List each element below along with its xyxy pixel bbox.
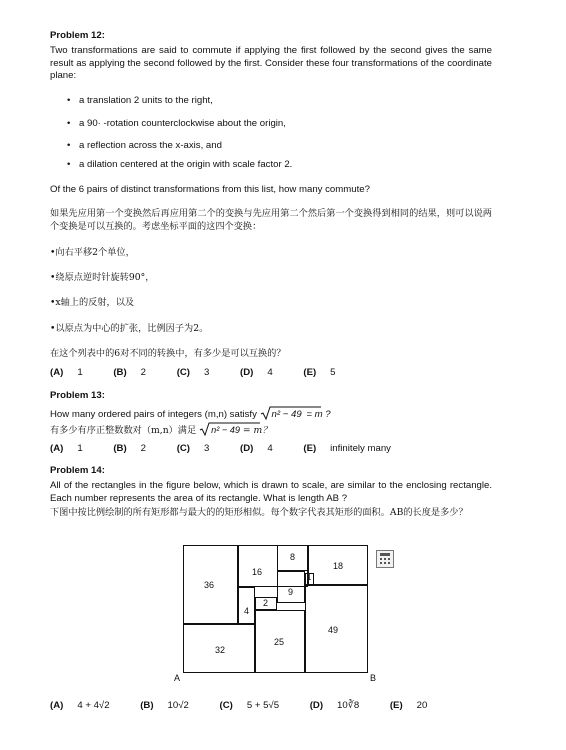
area-label: 25 bbox=[274, 637, 285, 647]
question-text: How many ordered pairs of integers (m,n) satisfy bbox=[50, 409, 257, 420]
area-label: 2 bbox=[263, 598, 269, 608]
problem-14-text: All of the rectangles in the figure below, which is drawn to scale, are similar to the enclosing rectangle. Each number represents the area of its rectangle. What is length AB ? bbox=[50, 480, 492, 504]
choice-a: (A) 1 bbox=[50, 443, 83, 454]
equals-m: = m ? bbox=[306, 409, 331, 420]
bullet-item: • a reflection across the x-axis, and bbox=[67, 140, 222, 151]
equals-m: = m？ bbox=[242, 425, 272, 436]
choice-b: (B) 10√2 bbox=[140, 700, 189, 711]
cn-bullet: •以原点为中心的扩张，比例因子为2。 bbox=[50, 323, 209, 334]
bullet-item: • a dilation centered at the origin with scale factor 2. bbox=[67, 159, 293, 170]
cn-bullet: •绕原点逆时针旋转90°， bbox=[50, 272, 155, 283]
problem-12-cn-question: 在这个列表中的6对不同的转换中，有多少是可以互换的？ bbox=[50, 348, 286, 359]
choice-d: (D) 4 bbox=[240, 443, 273, 454]
sqrt-expression bbox=[199, 422, 240, 436]
choice-d: (D) 4 bbox=[240, 367, 273, 378]
bullet-text: a 90· -rotation counterclockwise about the origin, bbox=[79, 118, 286, 129]
bullet-text: a dilation centered at the origin with scale factor 2. bbox=[79, 159, 293, 170]
area-label: 9 bbox=[288, 587, 294, 597]
heading-colon: : bbox=[101, 390, 105, 401]
area-label: 32 bbox=[215, 645, 226, 655]
problem-13-question bbox=[50, 406, 331, 420]
cn-bullet: •x轴上的反射，以及 bbox=[50, 297, 135, 308]
area-label: 1 bbox=[307, 573, 312, 582]
area-label: 36 bbox=[204, 580, 215, 590]
problem-12-heading bbox=[50, 30, 105, 41]
problem-13-cn-question bbox=[50, 422, 271, 436]
choice-a: (A) 4 + 4√2 bbox=[50, 700, 110, 711]
cn-question-text: 有多少有序正整数数对（m,n）满足 bbox=[50, 425, 197, 436]
choice-d: (D) 10∛8 bbox=[309, 700, 360, 711]
problem-13-choices bbox=[50, 443, 419, 454]
problem-14-heading bbox=[50, 465, 105, 476]
radicand: n² − 49 bbox=[211, 425, 240, 435]
heading-text: Problem 12 bbox=[50, 30, 102, 41]
choice-c: (C) 3 bbox=[176, 443, 210, 454]
problem-14-choices bbox=[50, 700, 455, 711]
problem-12-intro: Two transformations are said to commute if applying the first followed by the second gives the same result as applying the second followed by the first. Consider these four transformations of the coordinate plane: bbox=[50, 45, 492, 82]
problem-13-heading bbox=[50, 390, 105, 401]
heading-colon: : bbox=[101, 465, 105, 476]
bullet-text: a reflection across the x-axis, and bbox=[79, 140, 222, 151]
calculator-icon[interactable] bbox=[376, 550, 394, 568]
heading-text: Problem 14 bbox=[50, 465, 102, 476]
choice-c: (C) 3 bbox=[176, 367, 210, 378]
choice-b: (B) 2 bbox=[113, 443, 147, 454]
choice-b: (B) 2 bbox=[113, 367, 147, 378]
area-label: 16 bbox=[252, 567, 263, 577]
choice-e: (E) 5 bbox=[303, 367, 336, 378]
radicand: n² − 49 bbox=[271, 409, 302, 420]
area-label: 18 bbox=[333, 561, 344, 571]
bullet-item: • a translation 2 units to the right, bbox=[67, 95, 213, 106]
problem-12-cn-intro: 如果先应用第一个变换然后再应用第二个的变换与先应用第二个然后第一个变换得到相同的结果，则可以说两个变换是可以互换的。考虑坐标平面的这四个变换： bbox=[50, 208, 492, 232]
label-a: A bbox=[174, 673, 181, 683]
area-label: 4 bbox=[244, 606, 250, 616]
rectangle-figure bbox=[183, 545, 368, 673]
area-label: 8 bbox=[290, 552, 296, 562]
choice-c: (C) 5 + 5√5 bbox=[219, 700, 280, 711]
area-label: 49 bbox=[328, 625, 339, 635]
heading-text: Problem 13 bbox=[50, 390, 102, 401]
problem-14-cn-text: 下图中按比例绘制的所有矩形都与最大的的矩形相似。每个数字代表其矩形的面积。AB的长度是多少？ bbox=[50, 507, 468, 518]
problem-12-choices bbox=[50, 367, 364, 378]
bullet-text: a translation 2 units to the right, bbox=[79, 95, 213, 106]
choice-a: (A) 1 bbox=[50, 367, 83, 378]
sqrt-expression bbox=[260, 406, 302, 420]
cn-bullet: •向右平移2个单位， bbox=[50, 247, 135, 258]
choice-e: (E) 20 bbox=[389, 700, 428, 711]
label-b: B bbox=[370, 673, 377, 683]
bullet-item: • a 90· -rotation counterclockwise about the origin, bbox=[67, 118, 286, 129]
calculator-glyph bbox=[377, 551, 393, 567]
heading-colon: : bbox=[101, 30, 105, 41]
choice-e: (E) infinitely many bbox=[303, 443, 391, 454]
problem-12-question: Of the 6 pairs of distinct transformations from this list, how many commute? bbox=[50, 184, 370, 195]
